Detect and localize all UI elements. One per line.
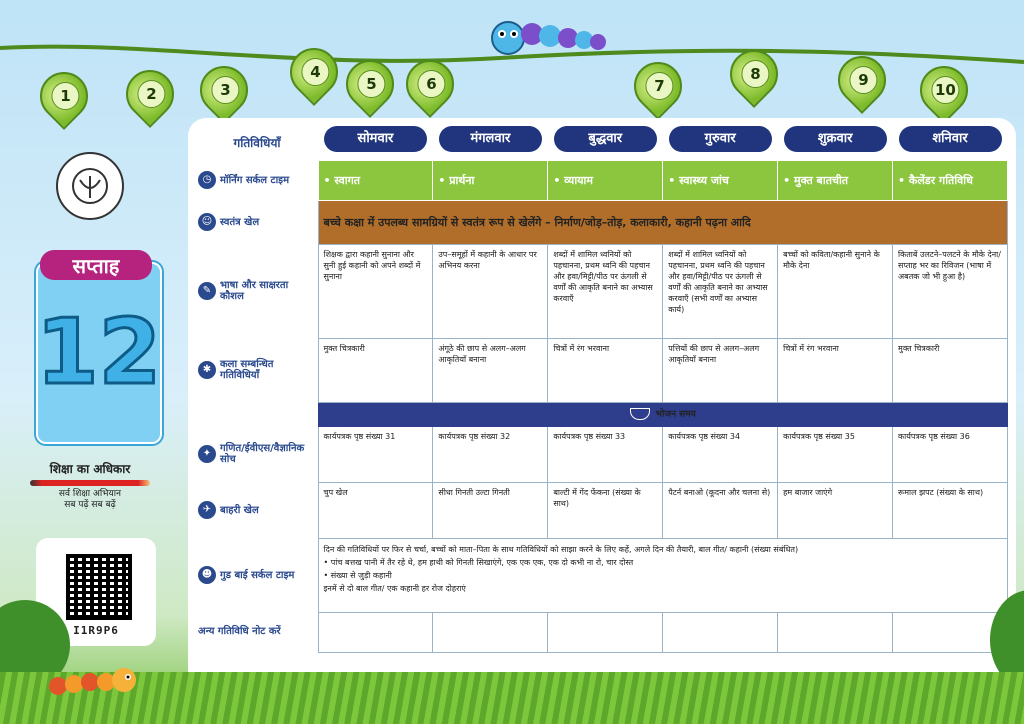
morning-circle-row (196, 160, 1008, 200)
language-cell: उप–समूहों में कहानी के आधार पर अभिनय करना (433, 244, 548, 338)
government-emblem (56, 152, 124, 220)
leaf-10: 10 (910, 56, 978, 124)
leaf-6: 6 (396, 50, 464, 118)
outdoor-cell: चुप खेल (318, 482, 433, 538)
outdoor-cell: पैटर्न बनाओ (कूदना और चलना से) (663, 482, 778, 538)
outdoor-label: बाहरी खेल (220, 504, 259, 516)
reading-icon: ✎ (198, 282, 216, 300)
day-friday[interactable]: शुक्रवार (784, 126, 887, 152)
qr-code-icon (66, 554, 132, 620)
goodbye-line3: • संख्या से जुड़ी कहानी (323, 570, 392, 580)
outdoor-cell: बाल्टी में गेंद फेंकना (संख्या के साथ) (548, 482, 663, 538)
leaf-8: 8 (720, 40, 788, 108)
leaf-2: 2 (116, 60, 184, 128)
math-label: गणित/ईवीएस/वैज्ञानिक सोच (220, 443, 305, 465)
language-cell: बच्चों को कविता/कहानी सुनाने के मौके देना (778, 244, 893, 338)
meal-label: भोजन समय (655, 409, 696, 420)
rte-line2: सब पढ़ें सब बढ़ें (64, 500, 116, 510)
meal-bowl-icon (630, 408, 650, 420)
notes-label: अन्य गतिविधि नोट करें (198, 626, 281, 638)
notes-cell[interactable] (433, 612, 548, 652)
goodbye-label: गुड बाई सर्कल टाइम (220, 569, 295, 581)
clock-icon: ◷ (198, 171, 216, 189)
morning-cell: • कैलेंडर गतिविधि (893, 160, 1008, 200)
language-cell: शिक्षक द्वारा कहानी सुनाना और सुनी हुई कहानी को अपने शब्दों में सुनाना (318, 244, 433, 338)
math-cell: कार्यपत्रक पृष्ठ संख्या 31 (318, 426, 433, 482)
notes-cell[interactable] (663, 612, 778, 652)
goodbye-line1: दिन की गतिविधियों पर फिर से चर्चा, बच्चों को माता–पिता के साथ गतिविधियों को साझा करने के लिए कहें, अगले दिन की तैयारी, बाल गीत/ कहानी (संख्या संबंधित) (323, 544, 799, 554)
grass-ground (0, 672, 1024, 724)
emblem-icon (70, 166, 110, 206)
day-monday[interactable]: सोमवार (324, 126, 427, 152)
language-row (196, 244, 1008, 338)
free-play-label: स्वतंत्र खेल (220, 216, 260, 228)
rte-title: शिक्षा का अधिकार (49, 462, 131, 476)
morning-cell: • स्वागत (318, 160, 433, 200)
art-cell: चित्रों में रंग भरवाना (548, 338, 663, 402)
week-label: सप्ताह (40, 250, 152, 280)
caterpillar-illustration (488, 12, 608, 62)
art-cell: पत्तियों की छाप से अलग–अलग आकृतियाँ बनाना (663, 338, 778, 402)
math-cell: कार्यपत्रक पृष्ठ संख्या 35 (778, 426, 893, 482)
schedule-card (188, 118, 1016, 688)
language-cell: शब्दों में शामिल ध्वनियों को पहचानना, प्रथम ध्वनि की पहचान और हवा/मिट्टी/पीठ पर ऊंगली से वर्णों की आकृति बनाने का अभ्यास करवाएँ (सभी वर्णों का अभ्यास कार्य) (663, 244, 778, 338)
day-wednesday[interactable]: बुद्धवार (554, 126, 657, 152)
pencil-icon (30, 480, 150, 486)
leaf-7: 7 (624, 52, 692, 120)
meal-row (196, 402, 1008, 426)
right-to-education-logo (20, 460, 160, 510)
rte-line1: सर्व शिक्षा अभियान (58, 489, 122, 499)
art-cell: चित्रों में रंग भरवाना (778, 338, 893, 402)
goodbye-line2: • पांच बत्तख पानी में तैर रहे थे, हम हाथी को गिनती सिखाएंगे, एक एक एक, एक दो कभी ना रो, चार दोस्त (323, 557, 634, 567)
worm-illustration (44, 664, 140, 698)
weekly-schedule-table (196, 126, 1008, 653)
art-cell: मुक्त चित्रकारी (318, 338, 433, 402)
notes-row (196, 612, 1008, 652)
language-cell: किताबें उलटने–पलटने के मौके देना/ सप्ताह भर का रिविजन (भाषा में अबतक जो भी हुआ है) (893, 244, 1008, 338)
outdoor-row (196, 482, 1008, 538)
morning-cell: • व्यायाम (548, 160, 663, 200)
qr-code-text: I1R9P6 (73, 624, 119, 637)
notes-cell[interactable] (318, 612, 433, 652)
goodbye-line4: इनमें से दो बाल गीत/ एक कहानी हर रोज दोहराएं (323, 583, 466, 593)
morning-cell: • स्वास्थ्य जांच (663, 160, 778, 200)
art-label: कला सम्बन्धित गतिविधियाँ (220, 359, 274, 381)
day-tuesday[interactable]: मंगलवार (439, 126, 542, 152)
language-label: भाषा और साक्षरता कौशल (220, 280, 289, 302)
math-cell: कार्यपत्रक पृष्ठ संख्या 36 (893, 426, 1008, 482)
header-row (196, 126, 1008, 160)
language-cell: शब्दों में शामिल ध्वनियों को पहचानना, प्रथम ध्वनि की पहचान और हवा/मिट्टी/पीठ पर ऊंगली से वर्णों की आकृति बनाने का अभ्यास करवाएँ (548, 244, 663, 338)
week-number: 12 (36, 300, 162, 405)
math-row (196, 426, 1008, 482)
running-icon: ✈ (198, 501, 216, 519)
math-cell: कार्यपत्रक पृष्ठ संख्या 32 (433, 426, 548, 482)
goodbye-text (318, 538, 1008, 612)
activities-header: गतिविधियाँ (233, 135, 281, 150)
leaf-9: 9 (828, 46, 896, 114)
leaf-1: 1 (30, 62, 98, 130)
outdoor-cell: हम बाजार जाएंगे (778, 482, 893, 538)
play-icon: ☺ (198, 213, 216, 231)
math-cell: कार्यपत्रक पृष्ठ संख्या 33 (548, 426, 663, 482)
leaf-5: 5 (336, 50, 404, 118)
morning-circle-label: मॉर्निंग सर्कल टाइम (220, 174, 290, 186)
art-cell: अंगूठे की छाप से अलग–अलग आकृतियाँ बनाना (433, 338, 548, 402)
notes-cell[interactable] (548, 612, 663, 652)
free-play-row (196, 200, 1008, 244)
goodbye-row (196, 538, 1008, 612)
outdoor-cell: रूमाल झपट (संख्या के साथ) (893, 482, 1008, 538)
leaf-4: 4 (280, 38, 348, 106)
notes-cell[interactable] (778, 612, 893, 652)
outdoor-cell: सीधा गिनती उल्टा गिनती (433, 482, 548, 538)
day-thursday[interactable]: गुरुवार (669, 126, 772, 152)
morning-cell: • प्रार्थना (433, 160, 548, 200)
group-icon: ☻ (198, 566, 216, 584)
math-cell: कार्यपत्रक पृष्ठ संख्या 34 (663, 426, 778, 482)
art-row (196, 338, 1008, 402)
palette-icon: ✱ (198, 361, 216, 379)
free-play-text: बच्चे कक्षा में उपलब्ध सामग्रियों से स्वतंत्र रूप से खेलेंगे – निर्माण/जोड़–तोड़, कलाकारी, कहानी पढ़ना आदि (318, 200, 1008, 244)
leaf-3: 3 (190, 56, 258, 124)
bulb-icon: ✦ (198, 445, 216, 463)
day-saturday[interactable]: शनिवार (899, 126, 1002, 152)
morning-cell: • मुक्त बातचीत (778, 160, 893, 200)
art-cell: मुक्त चित्रकारी (893, 338, 1008, 402)
